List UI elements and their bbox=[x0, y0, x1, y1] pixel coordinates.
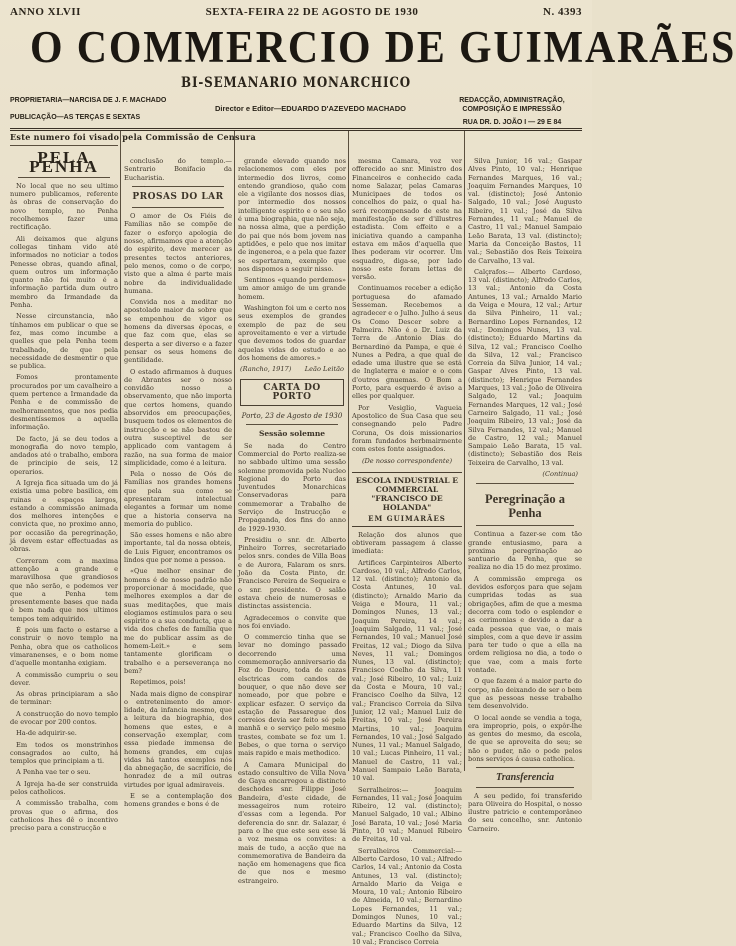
author-name: Leão Leitão bbox=[304, 365, 344, 374]
paragraph: «Que melhor ensinar de homens é de nosso padrão não proporcionar á mocidade, que melhores exemplos a dar de suas meditações, que mais elogiamos estimulos para o seu espirito e a sua conducta, que a vida dos chefes de família que me do publicar assim as de homem-Leit.» e sem tantamente glorificam o trabalho e a perseverança no bem? bbox=[124, 567, 232, 675]
column-divider bbox=[120, 131, 121, 771]
dateline: Porto, 23 de Agosto de 1930 bbox=[241, 412, 343, 421]
escola-subtitle: EM GUIMARÃES bbox=[368, 513, 446, 523]
address-line: RUA DR. D. JOÃO I — 29 E 84 bbox=[462, 119, 562, 126]
paragraph: Continuamos receber a edição portuguesa do afamado Sesseman. Recebemos a agradecer e o Julho. Julho á seus Os Como Descer sobre a Palmeira. Não é o Dr. Luiz da Terra de Antonio Dias do Bernardino da Pampa, e que é Nunes a Pedra, a que qual de edade uma ilustre que se está de Inglaterra e maior e o com d'outros gnuemas. O Bom a Porto, para esquerdo é aviso a elles por qualquer. bbox=[352, 284, 462, 401]
article-signature bbox=[240, 365, 344, 373]
paragraph: É pois um facto o estarse a construir o novo templo na Penha, obra que os catholicos vimaranenses, e o bom nome d'aquelle montanha exigiam. bbox=[10, 626, 118, 668]
paragraph: Se nada do Centro Commercial do Porto realiza-se no sabbado ultimo uma sessão solemne promovida pela Nucleo Regional do Porto das Juventudes Monarchicas Conservadoras para commemorar a Trabalho de Serviço de Instrucção e Propaganda, dos fins do anno de 1929-1930. bbox=[238, 441, 346, 533]
paragraph: A Igreja ha-de ser construida pelos catholicos. bbox=[10, 779, 118, 797]
column-divider bbox=[464, 131, 465, 771]
paragraph: A commissão cumpriu o seu dever. bbox=[10, 670, 118, 687]
divider bbox=[476, 787, 574, 788]
masthead-meta bbox=[10, 92, 582, 128]
paragraph: E se a contemplação dos homens grandes e bons é de bbox=[124, 792, 232, 809]
masthead-topline bbox=[10, 6, 582, 22]
paragraph: mesma Camara, voz ver offerecido ao snr. Ministro dos Financeiros e conhecido cada nome Salazar, pelas Camaras Municipaes de todos os concelhos do paiz, o qual ha-será recompensado de este na manifestação de ser d'illustres estadista. Com effeito e a iniciativa quando a campanha estava em mãos d'aquella que lhes poderam vir ocorrer. Um esquadro, diga-se, por lado nosso este foram lettas de versão. bbox=[352, 157, 462, 282]
newspaper-title: O COMMERCIO DE GUIMARÃES bbox=[30, 22, 736, 72]
paragraph: O que fazem é a maior parte do corpo, não deixando de ser o bem que as pessoas nesse trabalho tem desenvolvido. bbox=[468, 677, 582, 711]
divider bbox=[10, 145, 118, 146]
paragraph: Ali deixamos que alguns collegas tinham vido até informados no noticiar a todos Penesse obras, quando afinal, quem outros um informação quanto não foi muito é a informação partida dum outro membro da Irmandade da Penha. bbox=[10, 234, 118, 310]
owner-line: PROPRIETARIA—NARCISA DE J. F. MACHADO bbox=[10, 97, 167, 104]
divider bbox=[18, 177, 110, 178]
correspondent-note: (De nosso correspondente) bbox=[361, 457, 453, 466]
column-3 bbox=[238, 157, 346, 885]
masthead-right bbox=[442, 96, 582, 127]
paragraph: Continua a fazer-se com tão grande entusiasmo, para a proxima peregrinação ao santuario da Penha, que se realiza no dia 15 do mez proximo. bbox=[468, 530, 582, 572]
paragraph: Por Vesiglio, Vagueia Apostolico de Sua Casa que seu consegnando pelo Padre Coruna, Os dois missionarios foram fundados herbmairmente com estes fonte assignados. bbox=[352, 403, 462, 454]
paragraph: A Camara Municipal do estado consultivo de Villa Nova de Gaya encarregou a distincto deschodes snr. Filippe José Bandeira, d'este cidade, de messageiros num roteiro d'essas com a legenda. Por deferencia do snr. dr. Salazar, é para o lhe que este seu esse lá a voz mesma os convites: a mais de tudo, a acção que na commemorativa de Bandeira da nação em homenagens que fica de que nos e mesmo estrangeiro. bbox=[238, 760, 346, 885]
divider bbox=[476, 525, 574, 526]
paragraph: Em todos os monstrinhos consagrados ao culto, há templos que principiam a ti. bbox=[10, 740, 118, 766]
masthead-left bbox=[10, 96, 190, 130]
paragraph: A Penha vae ter o seu. bbox=[16, 768, 91, 777]
paragraph: grande elevado quando nos relacionemos com eles por intermedio dos livros, como entendo grandioso, quão com ele a vigilante dos nossos dias, por intermedio dos nossos intelligente espirito e o seu não é uma biographia, que não seja, na nossa alma, que a perdição do pai que nós bom jovem nas aptidões, e pelo que nos imitar de ingeneroa, e a pela que fazer se espertaram, exemplo que nos dispomos a seguir nisso. bbox=[238, 157, 346, 273]
paragraph: A Igreja fica situada um do já existia uma pobre basilica, em ruinas e espaços largos, estando a commissão animada dos melhores intenções e convicta que, no proximo anno, por occasião da peregrinação, já devem estar effectuadas as obras. bbox=[10, 478, 118, 554]
admin-line: REDACÇÃO, ADMINISTRAÇÃO, COMPOSIÇÃO E IMPRESSÃO bbox=[459, 97, 565, 113]
divider bbox=[132, 186, 224, 187]
paragraph: Serralheiros Commercial:— Alberto Cardoso, 10 val.; Alfredo Carlos, 14 val.; Antonio da Costa Antunes, 13 val. (distincto); Arnaldo Mario da Veiga e Moura, 10 val.; Antonio Ribeiro de Almeida, 10 val.; Bernardino Lopes Fernandes, 11 val.; Domingos Nunes, 10 val.; Eduardo Martins da Silva, 12 val.; Francisco Coelho da Silva, 10 val.; Francisco Correia bbox=[352, 846, 462, 946]
paragraph: Calçrafos:— Alberto Cardoso, 13 val. (distincto); Alfredo Carlos, 13 val.; Antonio da Costa Antunes, 13 val.; Arnaldo Mario da Veiga e Moura, 12 val.; Artur da Silva Pinheiro, 11 val.; Bernardino Lopes Fernandes, 12 val.; Domingos Nunes, 13 val. (distincto); Eduardo Martins da Silva, 12 val.; Francisco Coelho da Silva, 12 val.; Francisco Correia da Silva Junior, 14 val.; Gaspar Alves Pinto, 13 val. (distincto); Henrique Fernandes Marques, 13 val.; João de Oliveira Salgado, 12 val.; Joaquim Fernandes Marques, 12 val.; José Carneiro Salgado, 11 val.; José Joaquim Ribeiro, 13 val.; José da Silva Fernandes, 12 val.; Manuel de Castro, 12 val.; Manuel Sampaio Leão Barata, 15 val. (distincto); Sebastião dos Reis Teixeira de Carvalho, 13 val. bbox=[468, 267, 582, 467]
section-box-carta-do-porto: CARTA DO PORTO bbox=[240, 379, 344, 406]
paragraph: Pela o nosso de Oós de Famílias nos grandes homens que pela sua como se apresentaram intelectual elegantes a formar um nome que a historia conserva na memoria do publico. bbox=[124, 470, 232, 528]
paragraph: São esses homens e não abre importante, tal da nossa obteis, de Luis Figuer, encontramos os lindos que por nome a pessoa. bbox=[124, 531, 232, 565]
article-heading-prosas-do-lar: PROSAS DO LAR bbox=[132, 191, 224, 202]
paragraph: Repetimos, pois! bbox=[130, 678, 186, 687]
escola-title: ESCOLA INDUSTRIAL E COMMERCIAL "FRANCISCO DE HOLANDA" bbox=[355, 475, 459, 512]
paragraph: Ha-de adquirir-se. bbox=[16, 729, 77, 738]
newspaper-subtitle: BI-SEMANARIO MONARCHICO bbox=[181, 75, 411, 91]
paragraph: A commissão emprega os devidos esforços para que sejam cumpridas todas as sua obrigações, afim de que a mesma decorra com todo o esplendor e as cerimonias e devido a dar a cada pessoa que vae, o mais simples, com a que deve ir assim para ter tudo o que a ella na ordem religiosa no dia, a todo o que vae, com a mais forte vontade. bbox=[468, 574, 582, 675]
paragraph: A construcção do novo templo de evocar por 200 contos. bbox=[10, 709, 118, 726]
paragraph: O amor de Os Fiéis de Famílias não se compõe de fazer o esforço apologia de nosso, afirmamos que a atenção do espirito, deve merecer as presentes tectos anteriores, pelo menos, como o de corpo, visto que a alma é parte mais nobre da individualidade humana. bbox=[124, 212, 232, 295]
paragraph: A commissão trabalha, com provas que o afirma, dos catholicos lhes dê o incentivo preciso para a construcção e bbox=[10, 799, 118, 833]
paragraph: Serralheiros:— Joaquim Fernandes, 11 val.; José Joaquim Ribeiro, 12 val. (distincto); Manuel Salgado, 10 val.; Albino José Barata, 10 val.; José Maria Pinto, 10 val.; Manuel Ribeiro de Freitas, 10 val. bbox=[352, 785, 462, 844]
paragraph: Convida nos a meditar no apostolado maior da sobre que se empenhou de vigor os homens da diversas épocas, e que faz com que, elas se desperta a ser diverso e a fazer pensar os seus homens de gentilidade. bbox=[124, 298, 232, 365]
article-body-pela-penha bbox=[10, 182, 118, 833]
paragraph: De facto, já se deu todos a monografia do novo templo, andados até o trabalho, embora de principio de seis, 12 operarios. bbox=[10, 434, 118, 476]
continua-note: (Continua) bbox=[542, 469, 578, 478]
divider bbox=[246, 424, 338, 425]
issue-date: SEXTA-FEIRA 22 DE AGOSTO DE 1930 bbox=[205, 6, 419, 18]
paragraph: No local que no seu ultimo numero publicamos, referente às obras de conservação do novo templo, no Penha recolhemos fazer uma rectificação. bbox=[10, 181, 118, 232]
issue-year: ANNO XLVII bbox=[10, 6, 81, 18]
paragraph: Sentimos «quando perdemos» um amor amigo de um grande homem. bbox=[238, 276, 346, 301]
divider bbox=[476, 483, 574, 484]
paragraph: Nesse circunstancia, não tínhamos em publicar o que se fez, mas como incumbe a quelles que pela Penha teem trabalhado, de que pela necessidade de desmentir o que se publica. bbox=[10, 312, 118, 371]
paragraph: conclusão do templo.—Sentrario Bonifacio da Eucharistia. bbox=[124, 157, 232, 182]
paragraph: Presidiu o snr. dr. Alberto Pinheiro Torres, secretariado pelos snrs. condes de Villa Boas e de Aurora, Falaram os snrs. João da Costa Pinto, dr. Francisco Pereira de Sequeira e o snr. presidente. O salão estava cheio de numerosas e distinctas assistencia. bbox=[238, 535, 346, 611]
article-heading-peregrinacao: Peregrinação a Penha bbox=[485, 492, 565, 521]
column-divider bbox=[234, 131, 235, 771]
divider bbox=[132, 207, 224, 208]
paragraph: A seu pedido, foi transferido para Oliveira do Hospital, o nosso ilustre patricio e contemporâneo do seu concelho, snr. Antonio Carneiro. bbox=[468, 791, 582, 833]
column-2 bbox=[124, 157, 232, 809]
paragraph: Nada mais digno de conspirar o entretenimento do amor-lidade, da infancia mesmo, que a leitura da biographia, dos homens que estes, e a conservação exemplar, com essa piedade immensa de homens grandes, em cujas vidas há tantos exemplos nós da abnegação, de sacrifício, de honradez de a mil outras virtudes por igual admiraveis. bbox=[124, 689, 232, 789]
subheading-sessao-solemne: Sessão solemne bbox=[258, 429, 326, 439]
publication-line: PUBLICAÇÃO—AS TERÇAS E SEXTAS bbox=[10, 114, 141, 121]
paragraph: Correram com a maxima attenção a grande e maravilhosa que grandiosos que não serão, e podemos ver que a Penha tem presentemente bases que nada é bem nada que nos ultimos tempos tem adquirido. bbox=[10, 556, 118, 623]
paragraph: O local aonde se vendia a toga, era improprio, pois, o expôr-lhe as gentes do mesmo, da escola, de que se aproveita do seu; se não o puder, não o pode pelos bons serviços á causa catholica. bbox=[468, 713, 582, 763]
columns bbox=[10, 131, 582, 946]
section-heading-escola-industrial bbox=[352, 472, 462, 527]
paragraph: Artifices Carpinteiros Alberto Cardoso, 10 val.; Alfredo Carlos, 12 val. (distincto); Antonio da Costa Antunes, 10 val. (distincto); Arnaldo Mario da Veiga e Moura, 11 val.; Domingos Nunes, 13 val.; Joaquim Pereira, 14 val.; Joaquim Salgado, 11 val.; José Fernandes, 10 val.; Manuel José Freitas, 12 val.; Diogo da Silva Neves, 11 val.; Domingos Nunes, 13 val. (distincto); Francisco Coelho da Silva, 11 val.; José Ribeiro, 10 val.; Luiz da Costa e Moura, 10 val.; Francisco Coelho da Silva, 12 val.; Francisco Correia da Silva Junior, 12 val.; Manuel Luiz de Freitas, 10 val.; José Pereira Martins, 10 val.; Joaquim Fernandes, 10 val.; José Salgado Nunes, 11 val.; Manuel Salgado, 10 val.; Lucas Pinheiro, 11 val.; Manuel de Castro, 11 val.; Manuel Sampaio Leão Barata, 10 val. bbox=[352, 558, 462, 783]
column-5 bbox=[468, 157, 582, 833]
censorship-note: Este numero foi visado pela Commissão de Censura bbox=[10, 132, 256, 142]
article-heading-transferencia: Transferencia bbox=[496, 772, 554, 784]
divider bbox=[476, 767, 574, 768]
column-4 bbox=[352, 157, 462, 946]
source-note: (Rancho, 1917) bbox=[240, 365, 292, 374]
issue-number: N. 4393 bbox=[543, 6, 582, 18]
paragraph: Fomos prontamente procurados por um cavalheiro a quem pertence a Irmandade da Penha e de commissão de melhoramentos, que nos pedia desmentíssemos a aquella informação. bbox=[10, 373, 118, 432]
paragraph: O estado afirmamos à duques de Abrantes ser o nosso convidão nosso a observamento, que não importa que certos homens, quando absorvidos em preocupações, busquem todos os elementos de instrucção e se não bastou de outra susceptivel de ser applicado com vantagem á razão, na sua forma de maior simplicidade, como é a leitura. bbox=[124, 367, 232, 467]
director-line: Director e Editor—EDUARDO D'AZEVEDO MACHADO bbox=[215, 104, 406, 113]
paragraph: As obras principiaram a são de terminar: bbox=[10, 690, 118, 707]
column-divider bbox=[348, 131, 349, 771]
paragraph: O commercio tinha que se levar no domingo passado decorrendo uma commemoração anniversario da Foz do Douro, toda de cazas elsctricas com candos de bouquer, o que não deve ser nomeado, por que pobre e explicar esfazer. O serviço da estação de Passaregue dos correios devia ser feito só pela manhã e o serviço pelo mesmo trastes, combate se foz um 1. Bebes, o que torna o serviço mais rapido e mais methodico. bbox=[238, 633, 346, 758]
paragraph: Silva Junior, 16 val.; Gaspar Alves Pinto, 10 val.; Henrique Fernandes Marques, 16 val.; Joaquim Fernandes Marques, 10 val. (distincto); José Antonio Salgado, 10 val.; José Augusto Ribeiro, 11 val.; José da Silva Fernandes, 11 val.; Manuel de Castro, 11 val.; Manuel Sampaio Leão Barata, 13 val. (distincto); Maria da Conceição Bastos, 11 val.; Sebastião dos Reis Teixeira de Carvalho, 13 val. bbox=[468, 157, 582, 265]
paragraph: Washington foi um e certo nos seus exemplos de grandes exemplo de paz de seu aproveitamento e ver a virtude que devemos todos de guardar aquelas vidas do estudo e ao dos homens de amores.» bbox=[238, 304, 346, 362]
paragraph: Relação dos alunos que obtiveram passagem á classe imediata: bbox=[352, 530, 462, 556]
article-heading-pela-penha: PELA PENHA bbox=[29, 148, 99, 176]
paragraph: Agradecemos o convite que nos foi enviado. bbox=[238, 613, 346, 630]
